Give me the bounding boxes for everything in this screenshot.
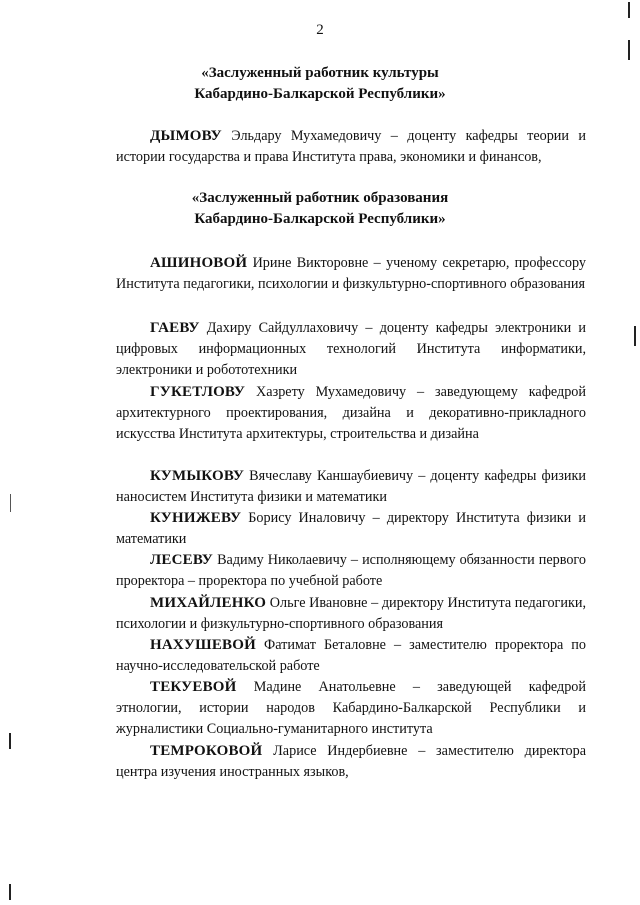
scan-artifact-mark xyxy=(9,884,11,900)
award-heading-education xyxy=(0,188,640,230)
recipient-surname: ДЫМОВУ xyxy=(150,128,222,144)
heading-line: Кабардино-Балкарской Республики» xyxy=(194,86,446,102)
recipient-details: Борису Иналовичу – директору Института физики и математики xyxy=(116,510,586,547)
recipient-surname: МИХАЙЛЕНКО xyxy=(150,595,267,611)
scan-artifact-mark xyxy=(628,40,630,60)
award-heading-culture xyxy=(0,63,640,105)
recipient-surname: КУНИЖЕВУ xyxy=(150,510,242,526)
recipient-surname: АШИНОВОЙ xyxy=(150,255,248,271)
recipient-surname: ГАЕВУ xyxy=(150,320,200,336)
heading-line: «Заслуженный работник образования xyxy=(191,190,449,206)
recipient-entry xyxy=(116,635,586,677)
recipient-details: Мадине Анатольевне – заведующей кафедрой этнологии, истории народов Кабардино-Балкарской Республики и журналистики Социально-гуманитарного института xyxy=(116,679,586,737)
recipient-surname: ТЕКУЕВОЙ xyxy=(150,679,237,695)
recipient-details: Дахиру Сайдуллаховичу – доценту кафедры электроники и цифровых информационных технологий Института информатики, электроники и робототехники xyxy=(116,320,586,378)
recipient-details: Вячеславу Каншаубиевичу – доценту кафедры физики наносистем Института физики и математики xyxy=(116,468,586,505)
recipient-details: Ирине Викторовне – ученому секретарю, профессору Института педагогики, психологии и физкультурно-спортивного образования xyxy=(116,255,586,292)
recipient-entry xyxy=(116,677,586,740)
scan-artifact-mark xyxy=(9,733,11,749)
recipient-entry xyxy=(116,253,586,295)
scan-artifact-mark xyxy=(628,2,630,18)
recipient-surname: ГУКЕТЛОВУ xyxy=(150,384,246,400)
recipient-entry xyxy=(116,382,586,445)
recipient-details: Ларисе Индербиевне – заместителю директора центра изучения иностранных языков, xyxy=(116,743,586,780)
scan-artifact-mark xyxy=(10,494,11,512)
recipient-details: Фатимат Беталовне – заместителю проректора по научно-исследовательской работе xyxy=(116,637,586,674)
recipient-surname: НАХУШЕВОЙ xyxy=(150,637,256,653)
recipient-entry xyxy=(116,508,586,550)
heading-line: Кабардино-Балкарской Республики» xyxy=(194,211,446,227)
heading-line: «Заслуженный работник культуры xyxy=(201,65,439,81)
recipient-surname: ТЕМРОКОВОЙ xyxy=(150,743,263,759)
recipient-entry xyxy=(116,550,586,592)
recipient-details: Вадиму Николаевичу – исполняющему обязанности первого проректора – проректора по учебной работе xyxy=(116,552,586,589)
recipient-entry xyxy=(116,318,586,381)
recipient-entry xyxy=(116,593,586,635)
scan-artifact-mark xyxy=(634,326,636,346)
recipient-details: Хазрету Мухамедовичу – заведующему кафедрой архитектурного проектирования, дизайна и декоративно-прикладного искусства Института архитектуры, строительства и дизайна xyxy=(116,384,586,442)
recipient-entry xyxy=(116,466,586,508)
recipient-entry xyxy=(116,126,586,168)
recipient-details: Ольге Ивановне – директору Института педагогики, психологии и физкультурно-спортивного образования xyxy=(116,595,586,632)
recipient-details: Эльдару Мухамедовичу – доценту кафедры теории и истории государства и права Института права, экономики и финансов, xyxy=(116,128,586,165)
page-number: 2 xyxy=(316,22,324,38)
recipient-entry xyxy=(116,741,586,783)
recipient-surname: ЛЕСЕВУ xyxy=(150,552,214,568)
recipient-surname: КУМЫКОВУ xyxy=(150,468,245,484)
